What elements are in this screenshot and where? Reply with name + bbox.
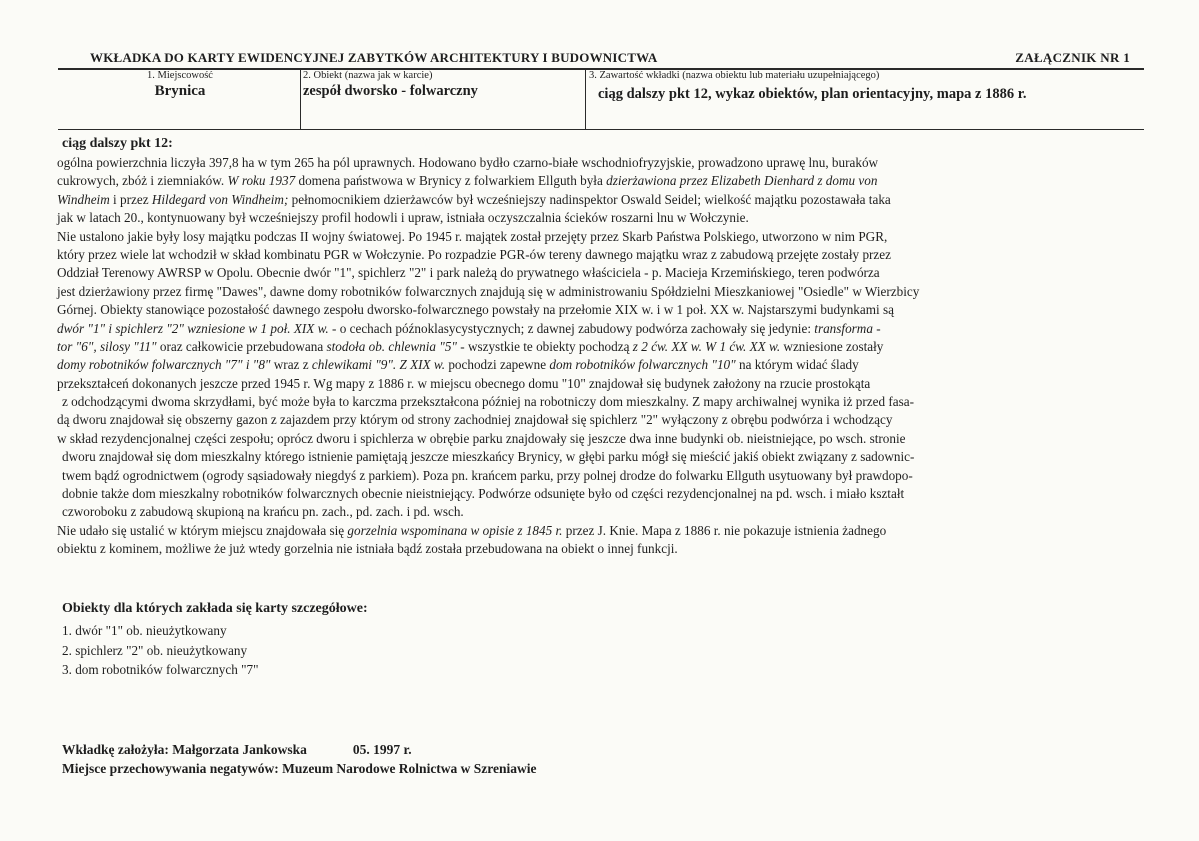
text-line	[57, 264, 1149, 282]
italic-span: W roku 1937	[227, 173, 296, 189]
locality-value: Brynica	[154, 83, 206, 99]
italic-span: dzierżawiona przez Elizabeth Dienhard z domu von	[606, 173, 878, 189]
text-span: obiektu z kominem, możliwe że już wtedy gorzelnia nie istniała bądź została przebudowana na obiekt o innej funkcji.	[57, 541, 678, 557]
text-span: na którym widać ślady	[738, 357, 859, 373]
text-span: twem bądź ogrodnictwem (ogrody sąsiadowały niegdyś z parkiem). Poza pn. krańcem parku, przy polnej drodze do folwarku Ellguth usytuowany był prawdopo-	[62, 467, 913, 483]
text-span: wzniesione zostały	[783, 338, 884, 354]
field-contents	[589, 70, 1141, 103]
text-line	[57, 301, 1149, 319]
text-span: Nie ustalono jakie były losy majątku podczas II wojny światowej. Po 1945 r. majątek został przejęty przez Skarb Państwa Polskiego, utworzono w nim PGR,	[57, 228, 888, 244]
field-object	[303, 70, 585, 100]
list-item: 1. dwór "1" ob. nieużytkowany	[62, 623, 227, 638]
text-line	[57, 522, 1149, 540]
text-line	[57, 448, 1149, 466]
text-span: dworu znajdował się dom mieszkalny którego istnienie pamiętają jeszcze mieszkańcy Brynicy, w głębi parku mógł się mieścić jakiś obiekt związany z sadownic-	[62, 449, 915, 465]
objects-list	[62, 621, 258, 680]
description-text	[57, 154, 1149, 559]
text-line	[57, 320, 1149, 338]
text-line	[57, 540, 1149, 558]
italic-span: gorzelnia wspominana w opisie z 1845 r.	[347, 522, 563, 538]
italic-span: Hildegard von Windheim;	[151, 191, 289, 207]
text-line	[57, 172, 1149, 190]
text-span: Oddział Terenowy AWRSP w Opolu. Obecnie dwór "1", spichlerz "2" i park należą do prywatnego właściciela - p. Macieja Krzemińskiego, teren podwórza	[57, 265, 880, 281]
document-title: WKŁADKA DO KARTY EWIDENCYJNEJ ZABYTKÓW ARCHITEKTURY I BUDOWNICTWA	[90, 50, 658, 65]
document-header	[90, 50, 1144, 68]
date: 05. 1997 r.	[352, 742, 412, 757]
text-span: i przez	[113, 191, 149, 207]
italic-span: z 2 ćw. XX w. W 1 ćw. XX w.	[632, 338, 781, 354]
text-span: dobnie także dom mieszkalny robotników folwarcznych obecnie nieistniejący. Podwórze odsunięte było od części rezydencjonalnej na pd. wsch. i miało kształt	[62, 486, 905, 502]
text-span: - wszystkie te obiekty pochodzą	[460, 338, 630, 354]
text-span: pochodzi zapewne	[448, 357, 547, 373]
object-label: 2. Obiekt (nazwa jak w karcie)	[303, 70, 433, 81]
text-span: Nie udało się ustalić w którym miejscu znajdowała się	[57, 522, 345, 538]
text-line	[57, 209, 1149, 227]
list-item: 3. dom robotników folwarcznych "7"	[62, 662, 259, 677]
italic-span: transforma -	[814, 320, 881, 336]
contents-value: ciąg dalszy pkt 12, wykaz obiektów, plan orientacyjny, mapa z 1886 r.	[598, 86, 1027, 102]
italic-span: stodoła ob. chlewnia "5"	[326, 338, 457, 354]
text-line	[57, 467, 1149, 485]
field-divider-2	[585, 68, 586, 130]
text-span: ogólna powierzchnia liczyła 397,8 ha w tym 265 ha pól uprawnych. Hodowano bydło czarno-białe wschodniofryzyjskie, prowadzono uprawę lnu, buraków	[57, 155, 879, 170]
list-item: 2. spichlerz "2" ob. nieużytkowany	[62, 642, 248, 658]
text-line	[57, 246, 1149, 264]
text-line	[57, 356, 1149, 374]
text-span: z odchodzącymi dwoma skrzydłami, być może była to karczma przekształcona później na robotniczy dom mieszkalny. Z mapy archiwalnej wynika iż przed fasa-	[62, 394, 914, 410]
text-span: pełnomocnikiem dzierżawców był wcześniejszy nadinspektor Oswald Seidel; wielkość majątku pozostawała taka	[291, 191, 891, 207]
text-span: Górnej. Obiekty stanowiące pozostałość dawnego zespołu dworsko-folwarcznego powstały na przełomie XIX w. i w 1 poł. XX w. Najstarszymi budynkami są	[57, 302, 894, 318]
text-line	[57, 503, 1149, 521]
text-line	[57, 191, 1149, 209]
text-span: - o cechach późnoklasycystycznych; z dawnej zabudowy podwórza zachowały się jedynie:	[332, 320, 811, 336]
text-span: jest dzierżawiony przez firmę "Dawes", dawne domy robotników folwarcznych znajdują się w administrowaniu Spółdzielni Mieszkaniowej "Osiedle" w Wierzbicy	[57, 283, 920, 299]
italic-span: domy robotników folwarcznych "7" i "8"	[57, 357, 271, 373]
italic-span: Windheim	[57, 191, 110, 207]
text-span: domena państwowa w Brynicy z folwarkiem Ellguth była	[298, 173, 603, 189]
locality-label: 1. Miejscowość	[147, 70, 213, 81]
objects-list-title: Obiekty dla których zakłada się karty szczegółowe:	[62, 601, 368, 616]
continuation-title: ciąg dalszy pkt 12:	[62, 136, 173, 151]
text-line	[57, 154, 1149, 172]
contents-label: 3. Zawartość wkładki (nazwa obiektu lub materiału uzupełniającego)	[589, 70, 880, 81]
text-line	[57, 411, 1149, 429]
text-span: czworoboku z zabudową skupioną na krańcu pn. zach., pd. zach. i pd. wsch.	[62, 504, 464, 520]
italic-span: chlewikami "9". Z XIX w.	[311, 357, 446, 373]
italic-span: tor "6", silosy "11"	[57, 338, 157, 354]
field-locality	[60, 70, 300, 100]
text-span: cukrowych, zbóż i ziemniaków.	[57, 173, 225, 189]
text-span: przez J. Knie. Mapa z 1886 r. nie pokazuje istnienia żadnego	[565, 522, 887, 538]
text-span: wraz z	[273, 357, 309, 373]
text-line	[57, 283, 1149, 301]
text-line	[57, 430, 1149, 448]
text-span: dą dworu znajdował się obszerny gazon z zajazdem przy którym od strony zachodniej znajdował się spichlerz "2" wyłączony z obrębu podwórza i wchodzący	[57, 412, 893, 428]
text-span: oraz całkowicie przebudowana	[159, 338, 324, 354]
text-line	[57, 228, 1149, 246]
author-line	[62, 741, 537, 760]
document-footer	[62, 741, 537, 778]
annex-number: ZAŁĄCZNIK NR 1	[1015, 50, 1130, 65]
header-rule-bottom	[58, 129, 1144, 130]
storage-line: Miejsce przechowywania negatywów: Muzeum Narodowe Rolnictwa w Szreniawie	[62, 760, 537, 776]
text-line	[57, 485, 1149, 503]
text-line	[57, 375, 1149, 393]
field-divider-1	[300, 68, 301, 130]
text-line	[57, 338, 1149, 356]
italic-span: dwór "1" i spichlerz "2" wzniesione w 1 poł. XIX w.	[57, 320, 329, 336]
text-span: jak w latach 20., kontynuowany był wcześniejszy profil hodowli i upraw, istniała oczyszczalnia ścieków roszarni lnu w Wołczynie.	[57, 210, 749, 226]
text-span: przekształceń dokonanych jeszcze przed 1945 r. Wg mapy z 1886 r. w miejscu obecnego domu "10" znajdował się budynek założony na rzucie prostokąta	[57, 375, 871, 391]
text-line	[57, 393, 1149, 411]
author: Wkładkę założyła: Małgorzata Jankowska	[62, 742, 307, 757]
text-span: który przez wiele lat wchodził w skład kombinatu PGR w Wołczynie. Po rozpadzie PGR-ów tereny dawnego majątku wraz z zabudową przejęte zostały przez	[57, 246, 891, 262]
italic-span: dom robotników folwarcznych "10"	[549, 357, 736, 373]
object-value: zespół dworsko - folwarczny	[303, 83, 478, 99]
text-span: w skład rezydencjonalnej części zespołu; oprócz dworu i spichlerza w obrębie parku znajdowały się jeszcze dwa inne budynki ob. nieistniejące, po wsch. stronie	[57, 430, 906, 446]
